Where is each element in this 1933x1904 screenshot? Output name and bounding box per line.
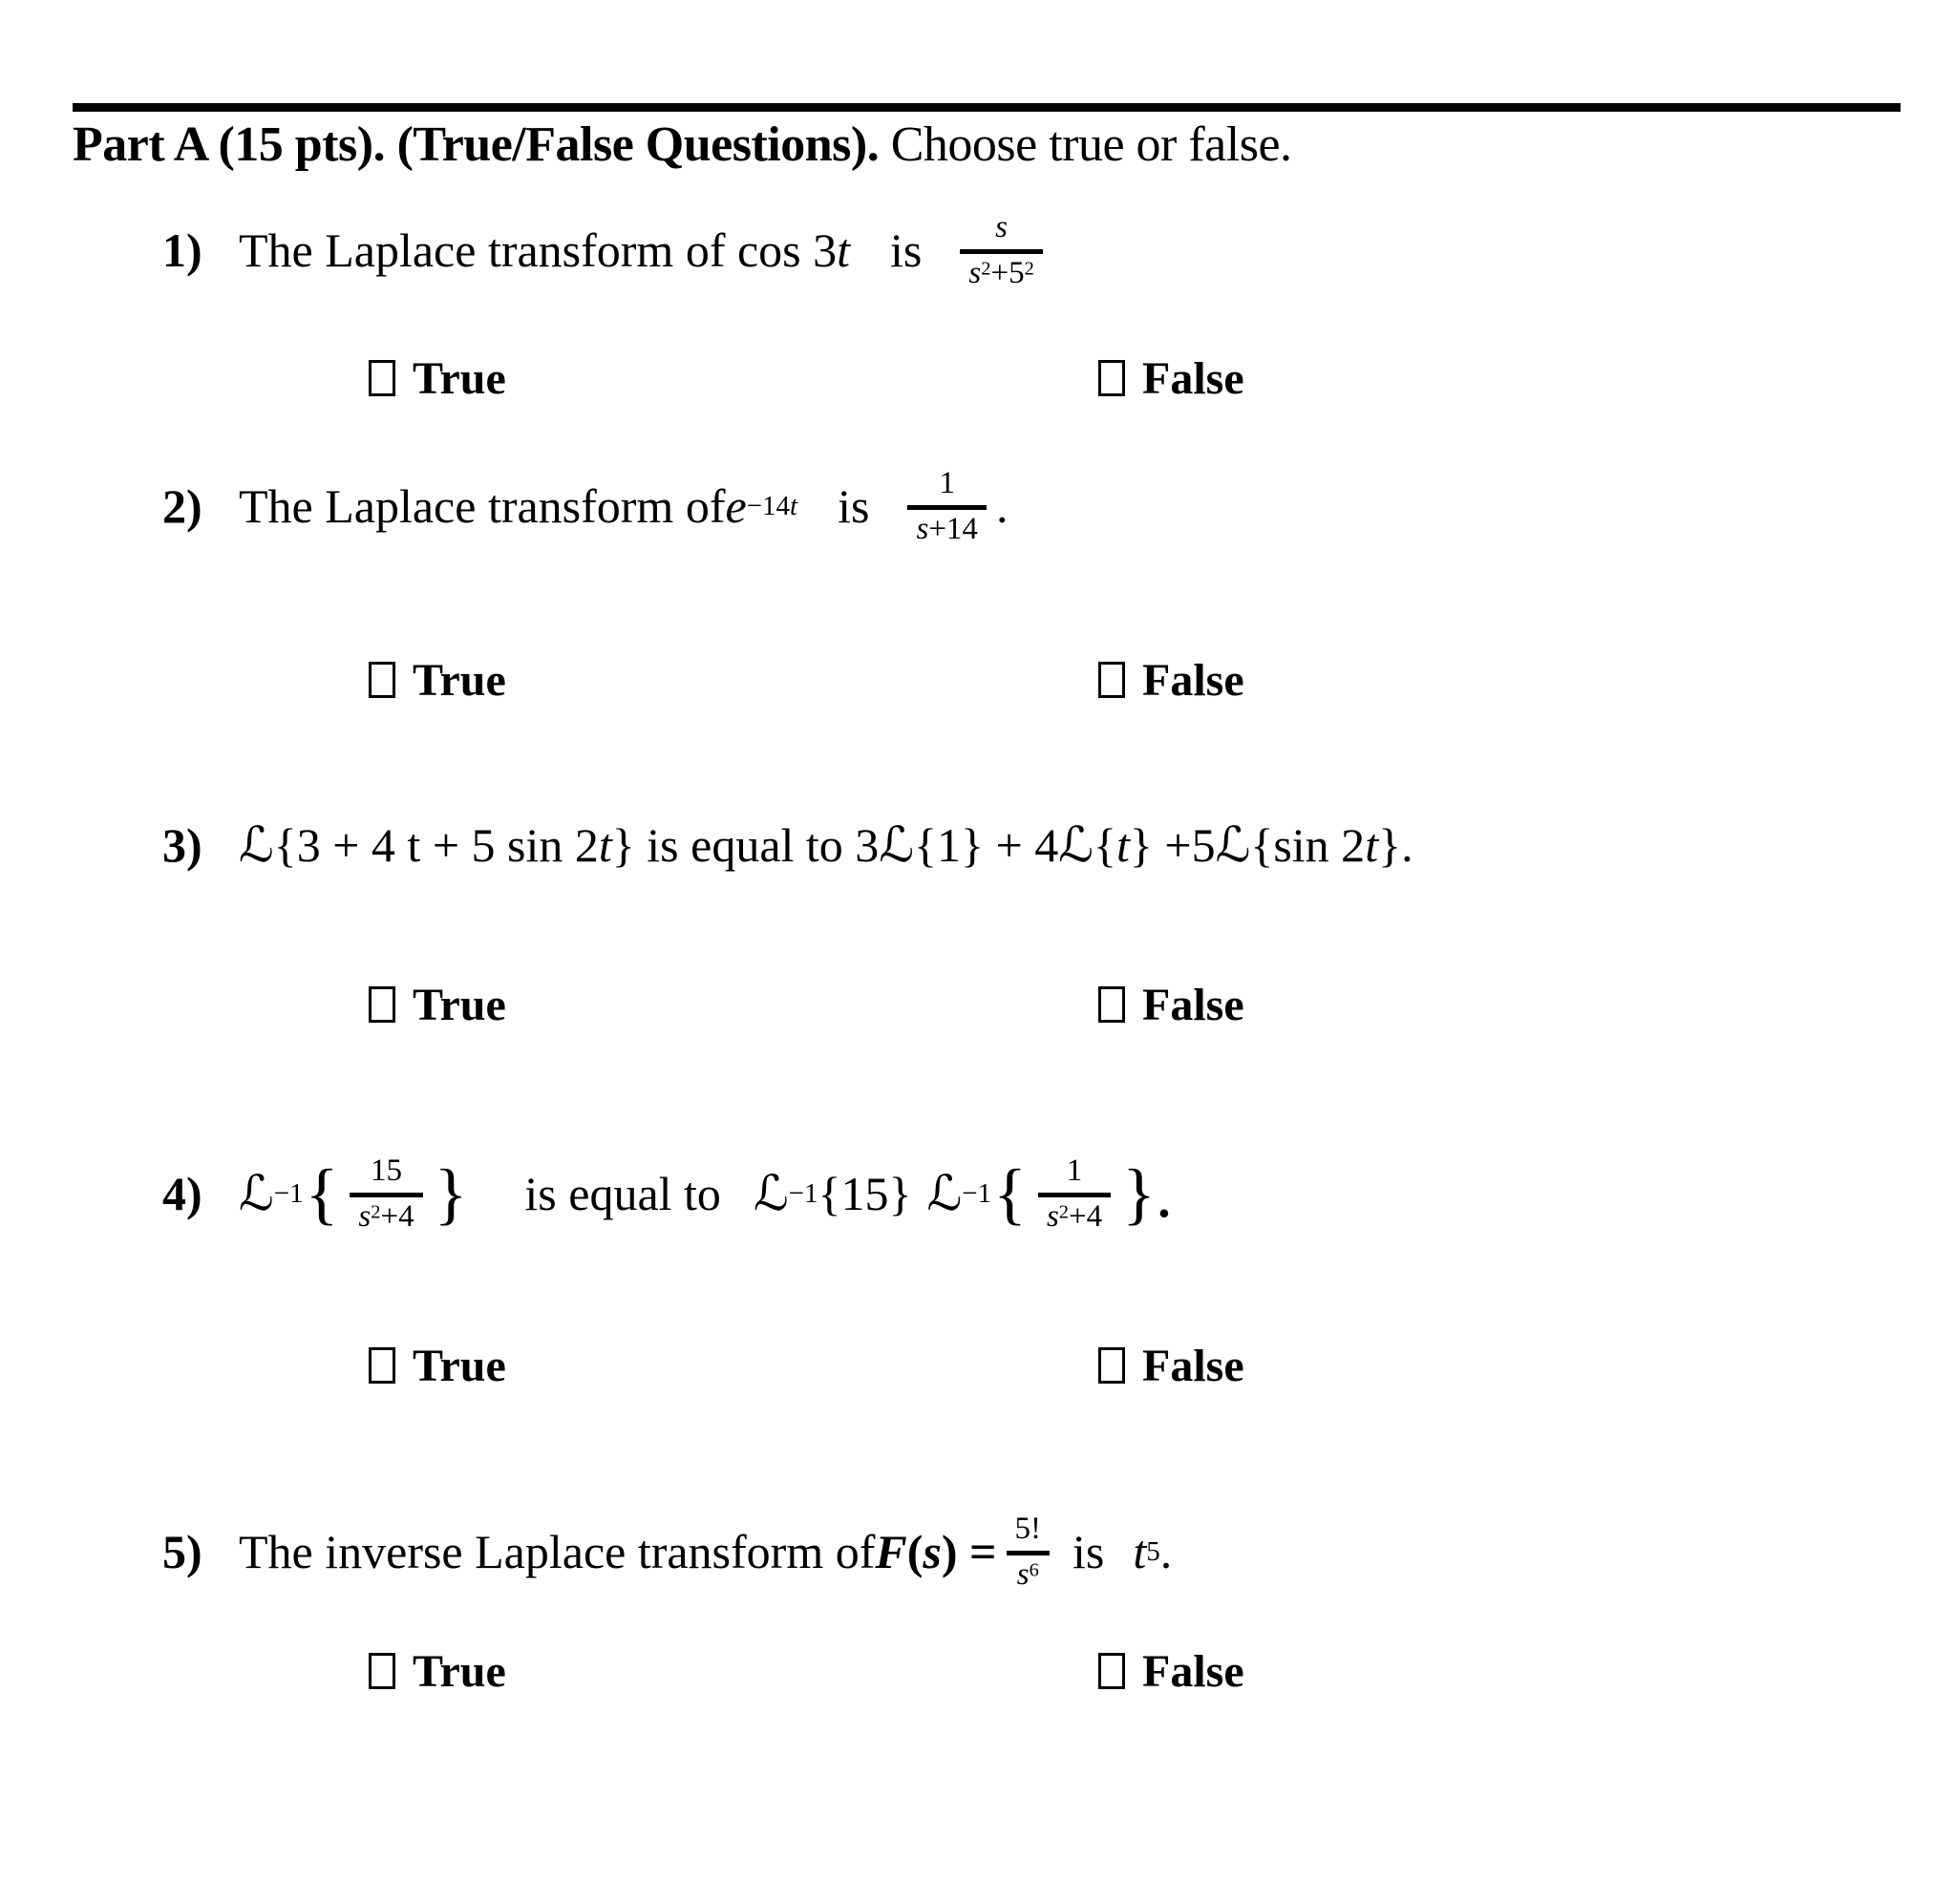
q5-t-exp: 5 bbox=[1146, 1535, 1160, 1567]
q1-var-t: t bbox=[837, 223, 851, 277]
q4-inverse-exp: −1 bbox=[788, 1177, 818, 1209]
q5-false-checkbox[interactable] bbox=[1098, 1653, 1125, 1689]
q5-s: s bbox=[923, 1525, 942, 1578]
q3-part3: {1} + 4 bbox=[914, 818, 1059, 872]
laplace-symbol: ℒ bbox=[879, 816, 915, 874]
fraction-bar bbox=[960, 249, 1042, 254]
false-label: False bbox=[1142, 352, 1244, 404]
true-label: True bbox=[413, 979, 506, 1030]
laplace-symbol: ℒ bbox=[926, 1165, 963, 1222]
question-1-text bbox=[239, 210, 1052, 291]
q1-fraction bbox=[960, 210, 1042, 291]
laplace-symbol: ℒ bbox=[239, 816, 274, 874]
q4-true-option[interactable] bbox=[369, 1335, 506, 1396]
q4-braced-15: {15} bbox=[818, 1167, 912, 1220]
true-label: True bbox=[413, 654, 506, 706]
q5-true-checkbox[interactable] bbox=[369, 1653, 395, 1689]
q2-true-option[interactable] bbox=[369, 649, 506, 710]
q4-frac2-den-s: s bbox=[1046, 1198, 1059, 1234]
fraction-bar bbox=[907, 505, 986, 510]
q4-frac2-den bbox=[1038, 1199, 1111, 1235]
q2-period: . bbox=[995, 479, 1009, 533]
false-label: False bbox=[1142, 1645, 1244, 1697]
q3-part2: } is equal to 3 bbox=[611, 818, 880, 872]
q3-t3: t bbox=[1365, 818, 1379, 872]
question-3-number: 3) bbox=[162, 818, 202, 872]
question-4-number: 4) bbox=[162, 1167, 202, 1220]
question-5-text bbox=[239, 1512, 1172, 1593]
question-4-text bbox=[239, 1153, 1175, 1235]
q4-false-option[interactable] bbox=[1098, 1335, 1244, 1396]
question-3 bbox=[162, 778, 1923, 912]
q5-F: F bbox=[875, 1525, 907, 1578]
q3-false-option[interactable] bbox=[1098, 974, 1244, 1035]
part-title bbox=[73, 116, 1292, 173]
q2-true-checkbox[interactable] bbox=[369, 662, 395, 698]
q4-frac1-den-exp: 2 bbox=[371, 1200, 381, 1222]
q5-den-s: s bbox=[1016, 1556, 1030, 1592]
q5-false-option[interactable] bbox=[1098, 1640, 1244, 1702]
q3-part5: } +5 bbox=[1129, 818, 1216, 872]
q1-lead: The Laplace transform of cos 3 bbox=[239, 223, 838, 277]
q4-inverse-exp: −1 bbox=[273, 1177, 304, 1209]
laplace-symbol: ℒ bbox=[239, 1165, 274, 1222]
question-3-options bbox=[0, 974, 1933, 1035]
q4-frac1-den bbox=[350, 1199, 422, 1235]
q2-frac-num: 1 bbox=[939, 465, 955, 500]
laplace-symbol: ℒ bbox=[1215, 816, 1251, 874]
laplace-symbol: ℒ bbox=[1058, 816, 1094, 874]
question-1-number: 1) bbox=[162, 223, 202, 277]
q4-frac1-den-rest: +4 bbox=[380, 1198, 414, 1234]
question-5 bbox=[162, 1485, 1923, 1618]
q4-frac1-den-s: s bbox=[358, 1198, 372, 1234]
q3-false-checkbox[interactable] bbox=[1098, 986, 1125, 1023]
q4-frac2-den-rest: +4 bbox=[1069, 1198, 1103, 1234]
q4-fraction-1 bbox=[350, 1153, 422, 1235]
q1-frac-den bbox=[960, 256, 1042, 291]
q3-part7: }. bbox=[1378, 818, 1413, 872]
question-5-number: 5) bbox=[162, 1525, 202, 1578]
question-2-options bbox=[0, 649, 1933, 710]
close-brace-period: }. bbox=[1122, 1154, 1174, 1232]
q1-den-s: s bbox=[968, 255, 982, 290]
false-label: False bbox=[1142, 1340, 1244, 1391]
q5-fraction bbox=[1007, 1512, 1051, 1593]
q5-den-exp: 6 bbox=[1029, 1558, 1039, 1580]
q5-period: . bbox=[1159, 1525, 1173, 1578]
q1-true-option[interactable] bbox=[369, 348, 506, 409]
q2-exp-t: t bbox=[790, 490, 798, 521]
fraction-bar bbox=[1007, 1551, 1051, 1555]
question-4-options bbox=[0, 1335, 1933, 1396]
q1-is: is bbox=[890, 223, 923, 277]
false-label: False bbox=[1142, 654, 1244, 706]
q2-den-rest: +14 bbox=[928, 511, 978, 546]
q5-t: t bbox=[1133, 1525, 1147, 1578]
q3-t2: t bbox=[1115, 818, 1130, 872]
question-5-options bbox=[0, 1640, 1933, 1702]
q1-false-option[interactable] bbox=[1098, 348, 1244, 409]
q4-frac2-den-exp: 2 bbox=[1058, 1200, 1069, 1222]
fraction-bar bbox=[350, 1193, 422, 1197]
q4-true-checkbox[interactable] bbox=[369, 1347, 395, 1384]
q3-true-option[interactable] bbox=[369, 974, 506, 1035]
q5-frac-num: 5! bbox=[1014, 1511, 1041, 1546]
false-label: False bbox=[1142, 979, 1244, 1030]
q1-den-s-exp: 2 bbox=[981, 257, 991, 279]
q1-false-checkbox[interactable] bbox=[1098, 360, 1125, 396]
q2-exp-num: −14 bbox=[746, 490, 791, 521]
question-4 bbox=[162, 1127, 1923, 1260]
q5-is: is bbox=[1073, 1525, 1105, 1578]
q2-frac-den bbox=[907, 512, 986, 547]
q2-var-e: e bbox=[725, 479, 747, 533]
q4-is-equal: is equal to bbox=[524, 1167, 721, 1220]
q4-frac1-num: 15 bbox=[371, 1153, 402, 1188]
q5-open-paren: ( bbox=[906, 1525, 924, 1578]
q1-den-rest: +5 bbox=[990, 255, 1025, 290]
q1-den-rest-exp: 2 bbox=[1024, 257, 1034, 279]
question-1 bbox=[162, 183, 1923, 317]
q2-den-s: s bbox=[916, 511, 929, 546]
q3-part6: {sin 2 bbox=[1250, 818, 1366, 872]
q3-part1: {3 + 4 t + 5 sin 2 bbox=[273, 818, 599, 872]
question-2-text bbox=[239, 466, 1008, 547]
q1-true-checkbox[interactable] bbox=[369, 360, 395, 396]
close-brace: } bbox=[434, 1154, 468, 1232]
true-label: True bbox=[413, 1645, 506, 1697]
q4-false-checkbox[interactable] bbox=[1098, 1347, 1125, 1384]
true-label: True bbox=[413, 1340, 506, 1391]
q3-part4: { bbox=[1093, 818, 1116, 872]
q2-is: is bbox=[838, 479, 870, 533]
q5-lead: The inverse Laplace transform of bbox=[239, 1525, 876, 1578]
q3-true-checkbox[interactable] bbox=[369, 986, 395, 1023]
q2-fraction bbox=[907, 466, 986, 547]
open-brace: { bbox=[305, 1154, 339, 1232]
q2-false-checkbox[interactable] bbox=[1098, 662, 1125, 698]
true-label: True bbox=[413, 352, 506, 404]
q5-frac-den bbox=[1007, 1557, 1051, 1593]
q2-false-option[interactable] bbox=[1098, 649, 1244, 710]
q4-inverse-exp: −1 bbox=[962, 1177, 992, 1209]
question-3-text bbox=[239, 817, 1413, 874]
top-rule bbox=[73, 103, 1901, 112]
q2-lead: The Laplace transform of bbox=[239, 479, 726, 533]
laplace-symbol: ℒ bbox=[753, 1165, 789, 1222]
open-brace: { bbox=[993, 1154, 1027, 1232]
question-2 bbox=[162, 439, 1923, 573]
q1-frac-num: s bbox=[995, 209, 1009, 244]
question-1-options bbox=[0, 348, 1933, 409]
q5-true-option[interactable] bbox=[369, 1640, 506, 1702]
q4-fraction-2 bbox=[1038, 1153, 1111, 1235]
part-title-bold: Part A (15 pts). (True/False Questions). bbox=[73, 117, 880, 172]
q2-exponent bbox=[746, 490, 798, 521]
part-title-rest: Choose true or false. bbox=[879, 117, 1292, 172]
q5-close-paren-equals: ) = bbox=[941, 1525, 997, 1578]
fraction-bar bbox=[1038, 1193, 1111, 1197]
question-2-number: 2) bbox=[162, 479, 202, 533]
q3-t1: t bbox=[598, 818, 612, 872]
q4-frac2-num: 1 bbox=[1066, 1153, 1083, 1188]
